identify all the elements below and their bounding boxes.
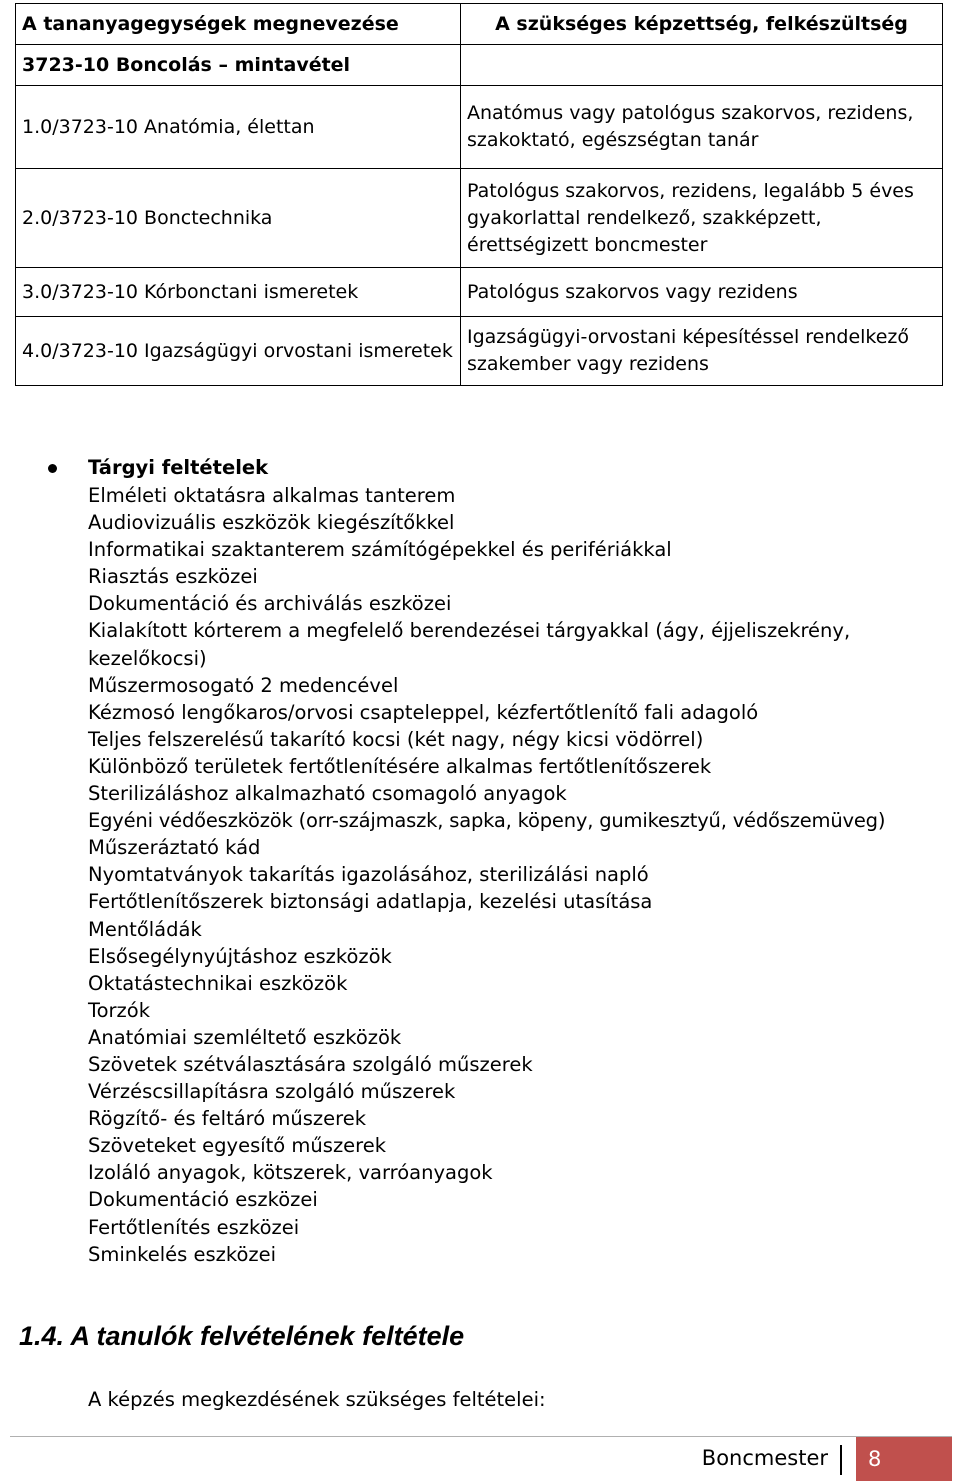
section-module: 3723-10 Boncolás – mintavétel [16,45,461,86]
list-item: Oktatástechnikai eszközök [88,971,348,995]
list-item: Torzók [88,998,151,1022]
unit-requirement: Igazságügyi-orvostani képesítéssel rendelkező szakember vagy rezidens [461,317,943,386]
list-item: Fertőtlenítés eszközei [88,1215,300,1239]
list-item: Audiovizuális eszközök kiegészítőkkel [88,511,455,535]
unit-name: 3.0/3723-10 Kórbonctani ismeretek [16,268,461,317]
list-item: Nyomtatványok takarítás igazolásához, sterilizálási napló [88,863,649,887]
list-item: Vérzéscsillapításra szolgáló műszerek [88,1080,456,1104]
page-number: 8 [856,1437,952,1481]
list-item: Egyéni védőeszközök (orr-szájmaszk, sapka, köpeny, gumikesztyű, védőszemüveg) [88,809,886,833]
table-row [16,317,943,386]
list-item: Rögzítő- és feltáró műszerek [88,1107,367,1131]
list-item: Anatómiai szemléltető eszközök [88,1025,402,1049]
admission-text: A képzés megkezdésének szükséges feltételei: [88,1388,546,1411]
list-item: Dokumentáció és archiválás eszközei [88,592,452,616]
table-row [16,86,943,169]
unit-name: 1.0/3723-10 Anatómia, élettan [16,86,461,169]
training-units-table [15,3,943,386]
bullet-icon [48,464,57,473]
header-qualification: A szükséges képzettség, felkészültség [461,4,943,45]
table-section-row [16,45,943,86]
table-header-row [16,4,943,45]
unit-name: 2.0/3723-10 Bonctechnika [16,169,461,268]
list-item: Műszeráztató kád [88,836,261,860]
list-item: Elméleti oktatásra alkalmas tanterem [88,484,456,507]
list-item: Különböző területek fertőtlenítésére alkalmas fertőtlenítőszerek [88,754,712,778]
list-item: Műszermosogató 2 medencével [88,673,399,697]
list-item: Sterilizáláshoz alkalmazható csomagoló anyagok [88,782,567,806]
list-item: Szöveteket egyesítő műszerek [88,1134,387,1158]
material-requirements-heading: Tárgyi feltételek [88,456,269,479]
list-item: Mentőládák [88,917,202,941]
list-item: Izoláló anyagok, kötszerek, varróanyagok [88,1161,493,1185]
list-item: Kialakított kórterem a megfelelő berendezései tárgyakkal (ágy, éjjeliszekrény, kezelőkocsi) [88,619,851,670]
unit-requirement: Patológus szakorvos, rezidens, legalább 5 éves gyakorlattal rendelkező, szakképzett, érettségizett boncmester [461,169,943,268]
table-row [16,268,943,317]
table-row [16,169,943,268]
list-item: Teljes felszerelésű takarító kocsi (két nagy, négy kicsi vödörrel) [88,727,704,751]
unit-requirement: Anatómus vagy patológus szakorvos, rezidens, szakoktató, egészségtan tanár [461,86,943,169]
list-item: Sminkelés eszközei [88,1242,277,1266]
section-title: 1.4. A tanulók felvételének feltétele [19,1321,465,1351]
page-footer [10,1436,952,1481]
header-units: A tananyagegységek megnevezése [16,4,461,45]
section-empty [461,45,943,86]
list-item: Szövetek szétválasztására szolgáló műszerek [88,1052,533,1076]
unit-name: 4.0/3723-10 Igazságügyi orvostani ismeretek [16,317,461,386]
list-item: Kézmosó lengőkaros/orvosi csapteleppel, kézfertőtlenítő fali adagoló [88,700,759,724]
list-item: Dokumentáció eszközei [88,1188,318,1212]
list-item: Fertőtlenítőszerek biztonsági adatlapja, kezelési utasítása [88,890,653,914]
list-item: Elsősegélynyújtáshoz eszközök [88,944,392,968]
footer-divider [840,1445,842,1475]
list-item: Informatikai szaktanterem számítógépekkel és perifériákkal [88,538,672,562]
list-item: Riasztás eszközei [88,565,258,589]
footer-title: Boncmester [701,1446,828,1470]
material-requirements-list [88,482,948,1268]
unit-requirement: Patológus szakorvos vagy rezidens [461,268,943,317]
